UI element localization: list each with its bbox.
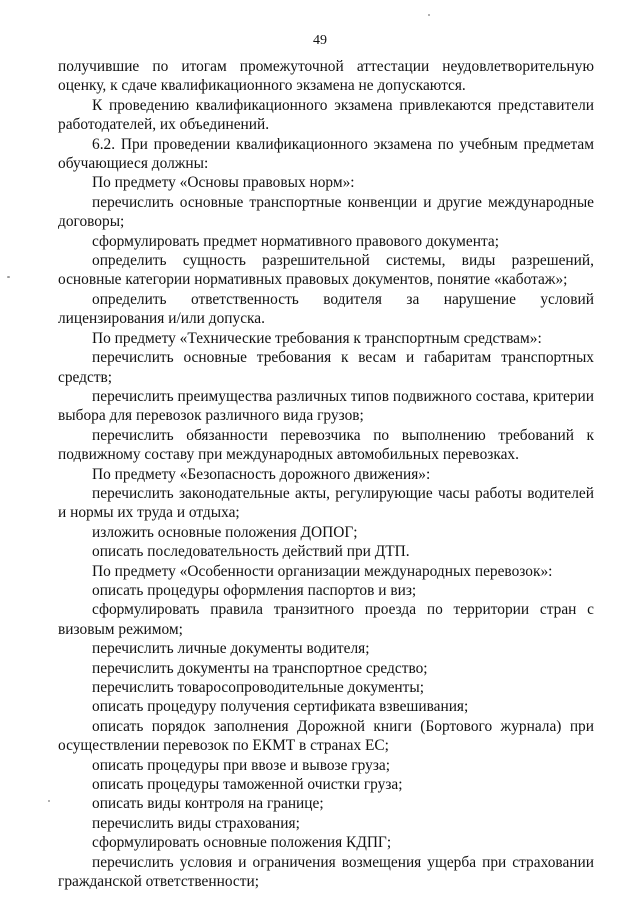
paragraph: сформулировать правила транзитного проезда по территории стран с визовым режимом; <box>58 601 594 638</box>
paragraph: сформулировать предмет нормативного правового документа; <box>92 232 499 250</box>
paragraph: определить сущность разрешительной системы, виды разрешений, основные категории нормативных правовых документов, понятие «каботаж»; <box>58 252 594 289</box>
paragraph: изложить основные положения ДОПОГ; <box>92 523 358 541</box>
paragraph: 6.2. При проведении квалификационного экзамена по учебным предметам обучающиеся должны: <box>58 135 594 173</box>
paragraph: К проведению квалификационного экзамена привлекаются представители работодателей, их объединений. <box>58 96 594 134</box>
paragraph: получившие по итогам промежуточной аттестации неудовлетворительную оценку, к сдаче квалификационного экзамена не допускаются. <box>58 58 594 95</box>
paragraph: сформулировать основные положения КДПГ; <box>92 834 392 852</box>
paragraph: перечислить обязанности перевозчика по выполнению требований к подвижному составу при международных автомобильных перевозках. <box>58 426 594 464</box>
paragraph: перечислить условия и ограничения возмещения ущерба при страховании гражданской ответственности; <box>58 853 594 891</box>
paragraph: перечислить документы на транспортное средство; <box>92 659 428 677</box>
paragraph: описать процедуру получения сертификата взвешивания; <box>92 698 469 716</box>
paragraph: перечислить преимущества различных типов подвижного состава, критерии выбора для перевозок различного вида грузов; <box>58 387 594 425</box>
page-number: 49 <box>313 33 327 48</box>
paragraph: описать процедуры таможенной очистки груза; <box>92 776 403 794</box>
subject-heading: По предмету «Безопасность дорожного движения»: <box>92 465 431 483</box>
paragraph: описать процедуры при ввозе и вывозе груза; <box>92 756 391 774</box>
paragraph: перечислить основные требования к весам и габаритам транспортных средств; <box>58 349 594 386</box>
paragraph: перечислить личные документы водителя; <box>92 640 370 658</box>
paragraph: перечислить основные транспортные конвенции и другие международные договоры; <box>58 193 594 231</box>
paragraph: определить ответственность водителя за нарушение условий лицензирования и/или допуска. <box>58 290 594 328</box>
paragraph: описать виды контроля на границе; <box>92 795 324 813</box>
body-text <box>58 57 594 891</box>
subject-heading: По предмету «Технические требования к транспортным средствам»: <box>92 329 542 347</box>
scan-speck <box>428 14 430 16</box>
paragraph: описать процедуры оформления паспортов и виз; <box>92 581 417 599</box>
subject-heading: По предмету «Особенности организации международных перевозок»: <box>92 562 553 580</box>
paragraph: описать последовательность действий при ДТП. <box>92 543 410 561</box>
scan-speck <box>7 276 10 278</box>
scan-speck <box>48 800 50 802</box>
paragraph: перечислить товаросопроводительные документы; <box>92 679 424 696</box>
paragraph: описать порядок заполнения Дорожной книги (Бортового журнала) при осуществлении перевозок по ЕКМТ в странах ЕС; <box>58 717 594 755</box>
paragraph: перечислить виды страхования; <box>92 814 300 832</box>
paragraph: перечислить законодательные акты, регулирующие часы работы водителей и нормы их труда и отдыха; <box>58 484 594 522</box>
subject-heading: По предмету «Основы правовых норм»: <box>92 174 355 192</box>
